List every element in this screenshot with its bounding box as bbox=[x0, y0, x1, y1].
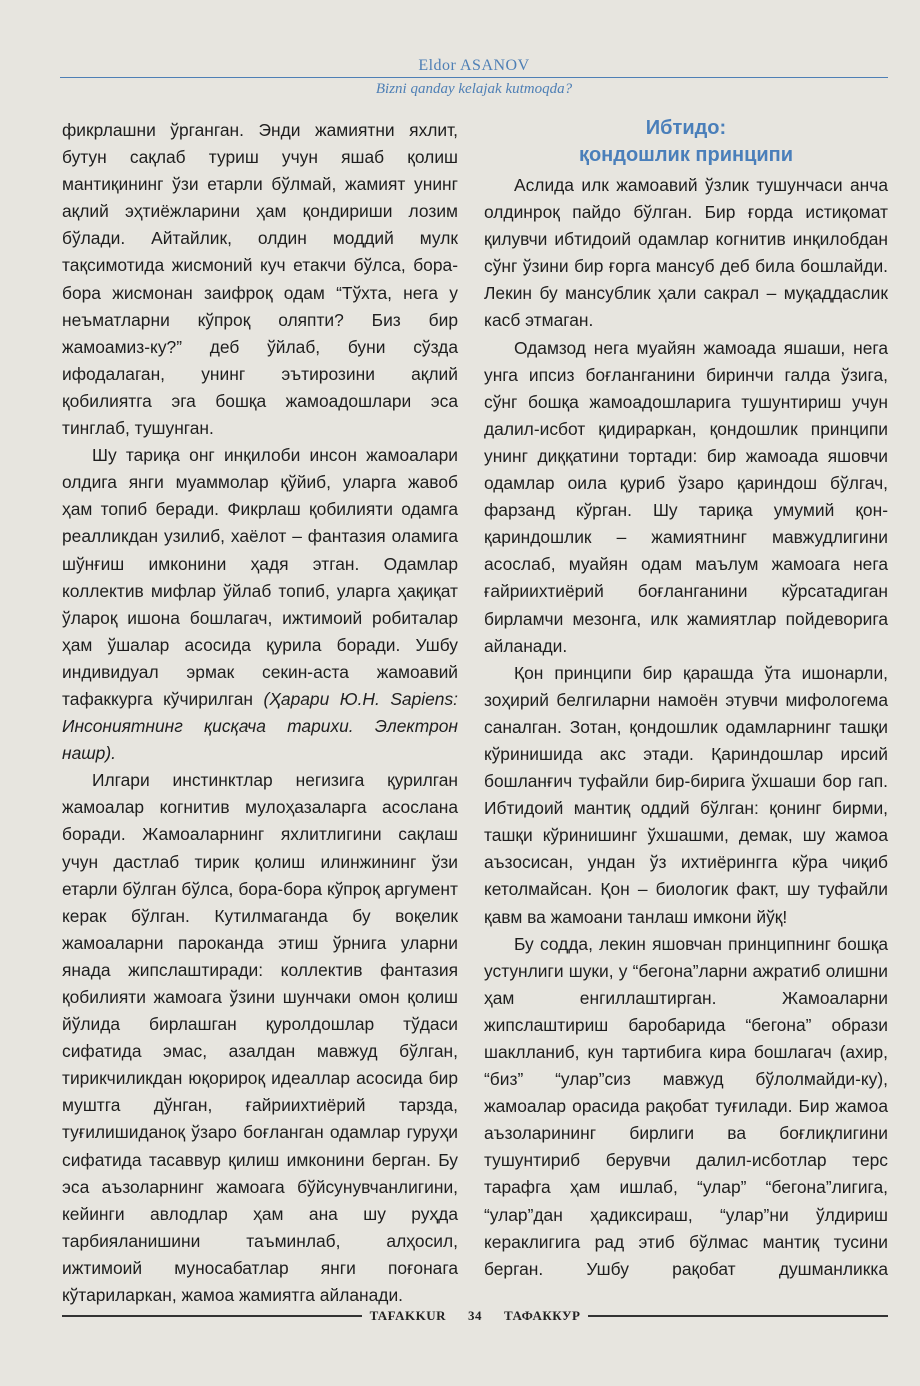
citation: (Ҳарари Ю.Н. Sapiens: Инсониятнинг қисқача тарихи. Электрон нашр). bbox=[62, 688, 458, 764]
page-footer bbox=[62, 1306, 888, 1326]
page-number: 34 bbox=[468, 1308, 483, 1323]
footer-label-cyrillic: ТАФАККУР bbox=[504, 1308, 581, 1323]
footer-rule-right bbox=[588, 1315, 888, 1316]
right-paragraph-2: Одамзод нега муайян жамоада яшаши, нега унга ипсиз боғланганини биринчи галда ўзига, сўнг бошқа жамоадошларига тушунтириш учун далил-исбот қидираркан, қондошлик принципи унинг диққатини тортади: бир жамоада яшовчи одамлар оила қуриб ўзаро қариндош бўлгач, фарзанд кўрган. Шу тариқа умумий қон-қариндошлик – жамиятнинг мавжудлигини асослаб, муайян одам маълум жамоага нега ғайриихтиёрий боғланганини кўрсатадиган бирламчи мезонга, илк жамиятлар пойдеворига айланади. bbox=[484, 337, 888, 656]
article-subtitle: Bizni qanday kelajak kutmoqda? bbox=[375, 81, 573, 98]
right-paragraph-3: Қон принципи бир қарашда ўта ишонарли, зоҳирий белгиларни намоён этувчи мифологема саналган. Зотан, қондошлик одамларнинг ташқи кўринишида акс этади. Қариндошлар ирсий бошланғич туфайли бир-бирига ўхшаши бор гап. Ибтидоий мантиқ оддий бўлган: қонинг бирми, ташқи кўринишинг ўхшашми, демак, шу жамоа аъзосисан, ундан ўз ихтиёрингга кўра чиқиб кетолмайсан. Қон – биологик факт, шу туфайли қавм ва жамоани танлаш имкони йўқ! bbox=[484, 662, 888, 927]
left-paragraph-2 bbox=[62, 442, 458, 767]
author-name: Eldor ASANOV bbox=[418, 57, 530, 74]
left-paragraph-1: фикрлашни ўрганган. Энди жамиятни яхлит, бутун сақлаб туриш учун яшаб қолиш мантиқининг ўзи етарли бўлмай, жамият унинг ақлий эҳтиёжларини ҳам қондириши лозим бўлади. Айтайлик, олдин моддий мулк тақсимотида жисмоний куч етакчи бўлса, бора-бора жисмонан заифроқ одам “Тўхта, нега у неъматларни кўпроқ оляпти? Биз бир жамоамиз-ку?” деб ўйлаб, буни сўзда ифодалаган, унинг эътирозини ақлий қобилиятга эга бошқа жамоадошлари эса тинглаб, тушунган. bbox=[62, 120, 458, 439]
section-heading bbox=[484, 115, 888, 169]
section-heading-line-1: Ибтидо: bbox=[645, 117, 727, 139]
left-paragraph-3: Илгари инстинктлар негизига қурилган жамоалар когнитив мулоҳазаларга асослана боради. Жамоаларнинг яхлитлигини сақлаш учун дастлаб тирик қолиш илинжининг ўзи етарли бўлган бўлса, бора-бора кўпроқ аргумент керак бўлган. Кутилмаганда бу воқелик жамоаларни пароканда этиш ўрнига уларни янада жипслаштиради: коллектив фантазия қобилияти жамоага ўзини шунчаки омон қолиш йўлида бирлашган қуролдошлар тўдаси сифатида эмас, азалдан мавжуд бўлган, тирикчиликдан юқорироқ идеаллар асосида бир муштга дўнган, ғайриихтиёрий тарзда, туғилишиданоқ ўзаро боғланган одамлар гуруҳи сифатида тасаввур қилиш имконини берган. Бу эса аъзоларнинг жамоага бўйсунувчанлигини, кейинги авлодлар ҳам ана шу руҳда тарбияланишини таъминлаб, алҳосил, ижтимоий муносабатлар янги поғонага кўтариларкан, жамоа жамиятга айланади. bbox=[62, 770, 458, 1306]
section-heading-line-2: қондошлик принципи bbox=[578, 144, 794, 166]
footer-rule-left bbox=[62, 1315, 362, 1316]
right-paragraph-4: Бу содда, лекин яшовчан принципнинг бошқа устунлиги шуки, у “бегона”ларни ажратиб олишни ҳам енгиллаштирган. Жамоаларни жипслаштириш баробарида “бегона” образи шаклланиб, кун тартибига кира бошлагач (ахир, “биз” “улар”сиз мавжуд бўлолмайди-ку), жамоалар орасида рақобат туғилади. Бир жамоа аъзоларининг бирлиги ва боғлиқлигини тушунтириб берувчи далил-исботлар терс тарафга ҳам ишлаб, “улар” “бегона”лигига, “улар”дан ҳадиксираш, “улар”ни ўлдириш кераклигига рад этиб бўлмас мантиқ тусини берган. Ушбу рақобат душманликка bbox=[484, 933, 888, 1279]
left-column bbox=[62, 117, 458, 1309]
running-head bbox=[60, 56, 888, 98]
right-paragraph-1: Аслида илк жамоавий ўзлик тушунчаси анча олдинроқ пайдо бўлган. Бир ғорда истиқомат қилувчи ибтидоий одамлар когнитив инқилобдан сўнг ўзини бир ғорга мансуб деб била бошлайди. Лекин бу мансублик ҳали сакрал – муқаддаслик касб этмаган. bbox=[484, 175, 888, 331]
left-paragraph-2-text: Шу тариқа онг инқилоби инсон жамоалари олдига янги муаммолар қўйиб, уларга жавоб ҳам топиб беради. Фикрлаш қобилияти одамга реалликдан узилиб, хаёлот – фантазия оламига шўнғиш имконини ҳадя этган. Одамлар коллектив мифлар ўйлаб топиб, уларга ҳақиқат ўлароқ ишона бошлагач, ижтимоий робиталар ҳам ўшалар асосида қурила боради. Ушбу индивидуал эрмак секин-аста жамоавий тафаккурга кўчирилган bbox=[62, 445, 458, 709]
right-column bbox=[484, 117, 888, 1283]
footer-label-latin: TAFAKKUR bbox=[369, 1308, 447, 1323]
header-rule bbox=[60, 77, 888, 78]
